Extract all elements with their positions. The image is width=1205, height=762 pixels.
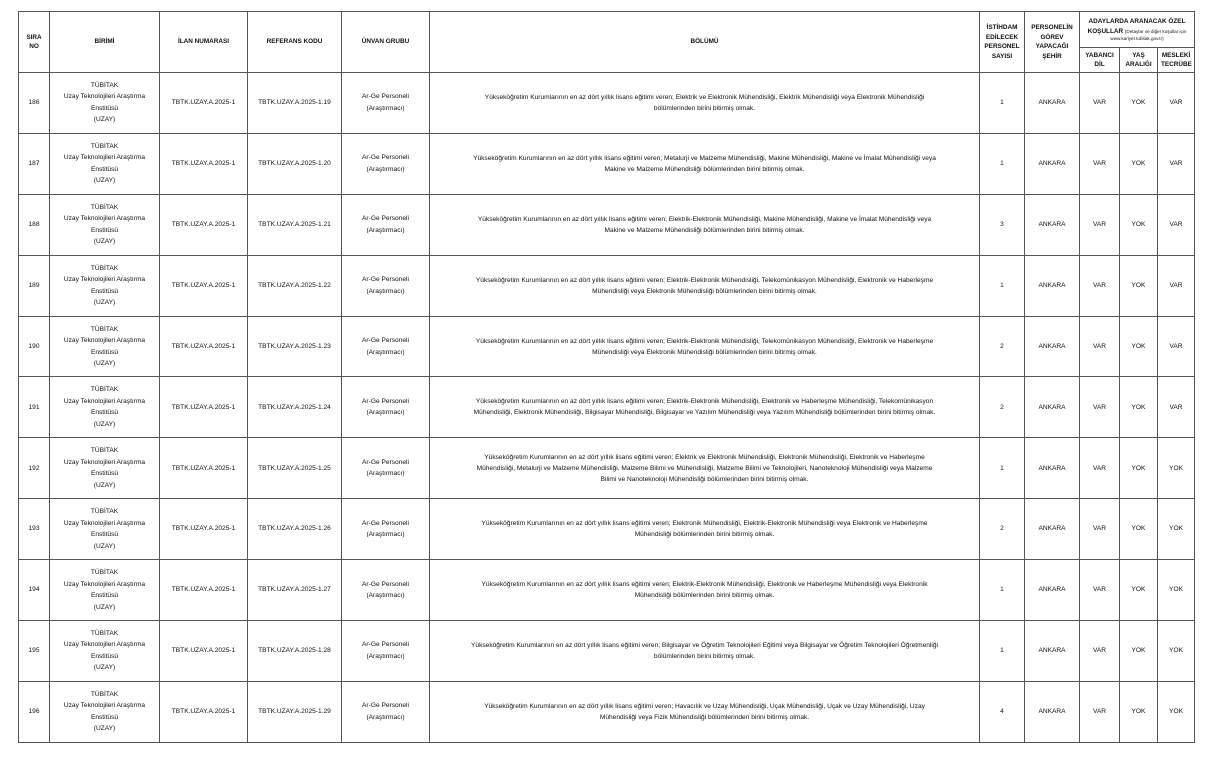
cell-birimi-line: TÜBİTAK bbox=[90, 690, 119, 698]
cell-referans-kodu: TBTK.UZAY.A.2025-1.20 bbox=[248, 133, 342, 194]
cell-ilan-numarasi: TBTK.UZAY.A.2025-1 bbox=[160, 499, 248, 560]
cell-unvan-line: (Araştırmacı) bbox=[366, 713, 405, 721]
table-row bbox=[19, 681, 1195, 742]
cell-unvan-grubu bbox=[342, 681, 430, 742]
cell-gorev-sehir: ANKARA bbox=[1025, 499, 1080, 560]
cell-gorev-sehir: ANKARA bbox=[1025, 438, 1080, 499]
cell-birimi-line: (UZAY) bbox=[93, 420, 116, 428]
cell-bolumu-line: Yükseköğretim Kurumlarının en az dört yıllık lisans eğitimi veren; Elektrik-Elektronik Mühendisliği, Telekomünikasyon Mühendisliği, Elektronik ve Haberleşme bbox=[475, 276, 934, 284]
cell-personel-sayisi: 1 bbox=[980, 438, 1025, 499]
cell-gorev-sehir: ANKARA bbox=[1025, 255, 1080, 316]
table-body bbox=[19, 73, 1195, 743]
cell-ilan-numarasi: TBTK.UZAY.A.2025-1 bbox=[160, 133, 248, 194]
cell-birimi-line: (UZAY) bbox=[93, 481, 116, 489]
cell-birimi-line: Uzay Teknolojileri Araştırma bbox=[63, 641, 146, 649]
cell-birimi-line: Uzay Teknolojileri Araştırma bbox=[63, 458, 146, 466]
cell-yas-araligi: YOK bbox=[1120, 255, 1158, 316]
cell-bolumu bbox=[430, 560, 980, 621]
cell-gorev-sehir: ANKARA bbox=[1025, 194, 1080, 255]
cell-unvan-grubu bbox=[342, 255, 430, 316]
cell-bolumu-line: Mühendisliği veya Fizik Mühendisliği bölümlerinden birini bitirmiş olmak. bbox=[599, 713, 810, 721]
cell-unvan-line: (Araştırmacı) bbox=[366, 652, 405, 660]
cell-bolumu bbox=[430, 194, 980, 255]
cell-unvan-line: Ar-Ge Personeli bbox=[362, 215, 409, 223]
cell-mesleki-tecrube: YOK bbox=[1158, 560, 1195, 621]
cell-gorev-sehir: ANKARA bbox=[1025, 377, 1080, 438]
table-row bbox=[19, 316, 1195, 377]
table-row bbox=[19, 133, 1195, 194]
cell-birimi-line: TÜBİTAK bbox=[90, 508, 119, 516]
cell-unvan-line: (Araştırmacı) bbox=[366, 226, 405, 234]
cell-bolumu bbox=[430, 73, 980, 134]
cell-unvan-grubu bbox=[342, 73, 430, 134]
cell-birimi bbox=[50, 560, 160, 621]
header-istihdam-line: PERSONEL bbox=[984, 43, 1020, 50]
cell-bolumu-line: Mühendisliği, Elektronik Mühendisliği, Bilgisayar Mühendisliği, Bilgisayar ve Yazılım Mühendisliği veya Yazılım Mühendisliği bölümlerinden birini bitirmiş olmak. bbox=[473, 409, 936, 417]
cell-bolumu bbox=[430, 133, 980, 194]
cell-birimi-line: Enstitüsü bbox=[90, 713, 119, 721]
cell-yas-araligi: YOK bbox=[1120, 621, 1158, 682]
cell-mesleki-tecrube: VAR bbox=[1158, 194, 1195, 255]
cell-ilan-numarasi: TBTK.UZAY.A.2025-1 bbox=[160, 255, 248, 316]
cell-bolumu-line: Makine ve Malzeme Mühendisliği bölümlerinden birini bitirmiş olmak. bbox=[604, 165, 805, 173]
cell-sira-no: 188 bbox=[19, 194, 50, 255]
cell-birimi-line: Enstitüsü bbox=[90, 652, 119, 660]
cell-birimi-line: Uzay Teknolojileri Araştırma bbox=[63, 397, 146, 405]
cell-yabanci-dil: VAR bbox=[1080, 621, 1120, 682]
header-ozel-kosullar-label: KOŞULLAR bbox=[1087, 27, 1124, 35]
header-yabanci-line: DİL bbox=[1094, 61, 1105, 68]
header-unvan-grubu: ÜNVAN GRUBU bbox=[342, 12, 430, 73]
cell-birimi-line: TÜBİTAK bbox=[90, 203, 119, 211]
cell-yas-araligi: YOK bbox=[1120, 499, 1158, 560]
table-row bbox=[19, 73, 1195, 134]
cell-personel-sayisi: 1 bbox=[980, 73, 1025, 134]
cell-sira-no: 187 bbox=[19, 133, 50, 194]
cell-bolumu-line: Yükseköğretim Kurumlarının en az dört yıllık lisans eğitimi veren; Elektrik-Elektronik Mühendisliği, Telekomünikasyon Mühendisliği, Elektronik ve Haberleşme bbox=[475, 337, 934, 345]
cell-ilan-numarasi: TBTK.UZAY.A.2025-1 bbox=[160, 73, 248, 134]
header-mesleki-line: TECRÜBE bbox=[1161, 61, 1192, 68]
cell-referans-kodu: TBTK.UZAY.A.2025-1.21 bbox=[248, 194, 342, 255]
cell-birimi-line: Uzay Teknolojileri Araştırma bbox=[63, 519, 146, 527]
cell-birimi-line: (UZAY) bbox=[93, 542, 116, 550]
cell-ilan-numarasi: TBTK.UZAY.A.2025-1 bbox=[160, 194, 248, 255]
cell-bolumu-line: Bilimi ve Nanoteknoloji Mühendisliği bölümlerinden birini bitirmiş olmak. bbox=[600, 475, 809, 483]
cell-bolumu-line: Yükseköğretim Kurumlarının en az dört yıllık lisans eğitimi veren; Metalurji ve Malzeme Mühendisliği, Makine Mühendisliği, Makine ve İmalat Mühendisliği veya bbox=[473, 154, 936, 162]
header-yas-line: YAŞ bbox=[1132, 51, 1145, 59]
cell-unvan-line: Ar-Ge Personeli bbox=[362, 580, 409, 588]
cell-unvan-line: Ar-Ge Personeli bbox=[362, 276, 409, 284]
cell-birimi-line: (UZAY) bbox=[93, 299, 116, 307]
cell-bolumu-line: Makine ve Malzeme Mühendisliği bölümlerinden birini bitirmiş olmak. bbox=[604, 226, 805, 234]
cell-yabanci-dil: VAR bbox=[1080, 133, 1120, 194]
cell-mesleki-tecrube: YOK bbox=[1158, 681, 1195, 742]
header-referans-kodu: REFERANS KODU bbox=[248, 12, 342, 73]
header-istihdam-line: İSTİHDAM bbox=[986, 24, 1018, 31]
cell-unvan-line: (Araştırmacı) bbox=[366, 470, 405, 478]
cell-birimi bbox=[50, 377, 160, 438]
cell-birimi bbox=[50, 621, 160, 682]
cell-unvan-line: (Araştırmacı) bbox=[366, 287, 405, 295]
cell-birimi-line: (UZAY) bbox=[93, 116, 116, 124]
cell-yas-araligi: YOK bbox=[1120, 377, 1158, 438]
header-istihdam-line: EDİLECEK bbox=[985, 33, 1019, 41]
cell-birimi-line: Uzay Teknolojileri Araştırma bbox=[63, 215, 146, 223]
cell-gorev-sehir: ANKARA bbox=[1025, 560, 1080, 621]
cell-unvan-line: (Araştırmacı) bbox=[366, 104, 405, 112]
cell-birimi bbox=[50, 73, 160, 134]
cell-unvan-grubu bbox=[342, 438, 430, 499]
cell-mesleki-tecrube: VAR bbox=[1158, 377, 1195, 438]
cell-unvan-line: Ar-Ge Personeli bbox=[362, 702, 409, 710]
cell-unvan-line: Ar-Ge Personeli bbox=[362, 458, 409, 466]
cell-bolumu bbox=[430, 499, 980, 560]
cell-personel-sayisi: 2 bbox=[980, 377, 1025, 438]
header-ozel-kosullar bbox=[1080, 12, 1195, 48]
cell-referans-kodu: TBTK.UZAY.A.2025-1.24 bbox=[248, 377, 342, 438]
cell-ilan-numarasi: TBTK.UZAY.A.2025-1 bbox=[160, 681, 248, 742]
cell-birimi bbox=[50, 194, 160, 255]
cell-unvan-line: (Araştırmacı) bbox=[366, 165, 405, 173]
cell-birimi-line: Enstitüsü bbox=[90, 287, 119, 295]
cell-gorev-sehir: ANKARA bbox=[1025, 621, 1080, 682]
cell-bolumu bbox=[430, 681, 980, 742]
cell-bolumu-line: Mühendisliği veya Elektronik Mühendisliği bölümlerinden birini bitirmiş olmak. bbox=[592, 287, 817, 295]
cell-unvan-line: (Araştırmacı) bbox=[366, 592, 405, 600]
cell-referans-kodu: TBTK.UZAY.A.2025-1.22 bbox=[248, 255, 342, 316]
cell-bolumu-line: Mühendisliği, Metalurji ve Malzeme Mühendisliği, Malzeme Bilimi ve Mühendisliği, Malzeme Bilimi ve Teknolojileri, Nanoteknoloji Mühendisliği veya Malzeme bbox=[476, 464, 933, 472]
cell-birimi bbox=[50, 438, 160, 499]
cell-personel-sayisi: 2 bbox=[980, 316, 1025, 377]
table-row bbox=[19, 377, 1195, 438]
cell-bolumu bbox=[430, 255, 980, 316]
cell-personel-sayisi: 3 bbox=[980, 194, 1025, 255]
cell-bolumu-line: bölümlerinden birini bitirmiş olmak. bbox=[653, 104, 756, 112]
table-row bbox=[19, 560, 1195, 621]
cell-birimi-line: Enstitüsü bbox=[90, 592, 119, 600]
cell-personel-sayisi: 4 bbox=[980, 681, 1025, 742]
cell-ilan-numarasi: TBTK.UZAY.A.2025-1 bbox=[160, 621, 248, 682]
table-row bbox=[19, 621, 1195, 682]
cell-bolumu bbox=[430, 438, 980, 499]
cell-birimi-line: (UZAY) bbox=[93, 238, 116, 246]
cell-personel-sayisi: 1 bbox=[980, 133, 1025, 194]
cell-sira-no: 196 bbox=[19, 681, 50, 742]
cell-bolumu-line: Yükseköğretim Kurumlarının en az dört yıllık lisans eğitimi veren; Elektrik ve Elektronik Mühendisliği, Elektrik Mühendisliği veya Elektronik Mühendisliği bbox=[484, 93, 925, 101]
cell-unvan-line: Ar-Ge Personeli bbox=[362, 519, 409, 527]
cell-birimi-line: (UZAY) bbox=[93, 725, 116, 733]
cell-referans-kodu: TBTK.UZAY.A.2025-1.26 bbox=[248, 499, 342, 560]
header-mesleki-tecrube bbox=[1158, 48, 1195, 73]
header-istihdam-line: SAYISI bbox=[991, 52, 1013, 60]
cell-sira-no: 190 bbox=[19, 316, 50, 377]
cell-yas-araligi: YOK bbox=[1120, 73, 1158, 134]
cell-birimi bbox=[50, 133, 160, 194]
cell-personel-sayisi: 1 bbox=[980, 621, 1025, 682]
cell-mesleki-tecrube: VAR bbox=[1158, 255, 1195, 316]
cell-birimi-line: TÜBİTAK bbox=[90, 264, 119, 272]
cell-yabanci-dil: VAR bbox=[1080, 255, 1120, 316]
cell-birimi bbox=[50, 316, 160, 377]
cell-unvan-grubu bbox=[342, 377, 430, 438]
header-yas-araligi bbox=[1120, 48, 1158, 73]
cell-birimi-line: TÜBİTAK bbox=[90, 386, 119, 394]
header-ozel-note: (Detaylar ve diğer koşullar için bbox=[1124, 28, 1187, 34]
cell-bolumu-line: Yükseköğretim Kurumlarının en az dört yıllık lisans eğitimi veren; Bilgisayar ve Öğretim Teknolojileri Eğitimi veya Bilgisayar ve Öğretim Teknolojileri Öğretmenliği bbox=[471, 641, 938, 649]
cell-referans-kodu: TBTK.UZAY.A.2025-1.23 bbox=[248, 316, 342, 377]
cell-sira-no: 192 bbox=[19, 438, 50, 499]
cell-birimi-line: TÜBİTAK bbox=[90, 81, 119, 89]
cell-gorev-sehir: ANKARA bbox=[1025, 316, 1080, 377]
cell-unvan-grubu bbox=[342, 194, 430, 255]
header-mesleki-line: MESLEKİ bbox=[1161, 51, 1191, 59]
cell-unvan-grubu bbox=[342, 560, 430, 621]
job-listing-table bbox=[18, 11, 1195, 743]
cell-ilan-numarasi: TBTK.UZAY.A.2025-1 bbox=[160, 316, 248, 377]
cell-birimi bbox=[50, 499, 160, 560]
header-ilan-numarasi: İLAN NUMARASI bbox=[160, 12, 248, 73]
cell-birimi-line: Uzay Teknolojileri Araştırma bbox=[63, 580, 146, 588]
cell-referans-kodu: TBTK.UZAY.A.2025-1.27 bbox=[248, 560, 342, 621]
cell-unvan-grubu bbox=[342, 316, 430, 377]
cell-referans-kodu: TBTK.UZAY.A.2025-1.29 bbox=[248, 681, 342, 742]
cell-bolumu-line: Yükseköğretim Kurumlarının en az dört yıllık lisans eğitimi veren; Havacılık ve Uzay Mühendisliği, Uçak Mühendisliği, Uçak ve Uzay Mühendisliği, Uzay bbox=[484, 702, 925, 710]
table-row bbox=[19, 438, 1195, 499]
cell-yas-araligi: YOK bbox=[1120, 316, 1158, 377]
cell-birimi bbox=[50, 681, 160, 742]
cell-ilan-numarasi: TBTK.UZAY.A.2025-1 bbox=[160, 438, 248, 499]
cell-unvan-line: (Araştırmacı) bbox=[366, 348, 405, 356]
cell-unvan-line: (Araştırmacı) bbox=[366, 531, 405, 539]
cell-unvan-line: Ar-Ge Personeli bbox=[362, 154, 409, 162]
cell-mesleki-tecrube: VAR bbox=[1158, 316, 1195, 377]
cell-gorev-sehir: ANKARA bbox=[1025, 73, 1080, 134]
cell-ilan-numarasi: TBTK.UZAY.A.2025-1 bbox=[160, 560, 248, 621]
cell-personel-sayisi: 1 bbox=[980, 255, 1025, 316]
cell-birimi-line: Uzay Teknolojileri Araştırma bbox=[63, 93, 146, 101]
cell-referans-kodu: TBTK.UZAY.A.2025-1.28 bbox=[248, 621, 342, 682]
cell-birimi-line: Enstitüsü bbox=[90, 165, 119, 173]
cell-yas-araligi: YOK bbox=[1120, 560, 1158, 621]
cell-sira-no: 186 bbox=[19, 73, 50, 134]
cell-personel-sayisi: 2 bbox=[980, 499, 1025, 560]
cell-birimi-line: TÜBİTAK bbox=[90, 325, 119, 333]
cell-yas-araligi: YOK bbox=[1120, 133, 1158, 194]
header-gorev-line: ŞEHİR bbox=[1042, 52, 1062, 60]
cell-referans-kodu: TBTK.UZAY.A.2025-1.25 bbox=[248, 438, 342, 499]
cell-yabanci-dil: VAR bbox=[1080, 316, 1120, 377]
header-ozel-line: ADAYLARDA ARANACAK ÖZEL bbox=[1088, 18, 1186, 25]
header-yabanci-line: YABANCI bbox=[1085, 51, 1114, 59]
cell-unvan-line: (Araştırmacı) bbox=[366, 409, 405, 417]
cell-personel-sayisi: 1 bbox=[980, 560, 1025, 621]
header-yas-line: ARALIĞI bbox=[1125, 61, 1152, 68]
cell-birimi-line: Enstitüsü bbox=[90, 470, 119, 478]
cell-yabanci-dil: VAR bbox=[1080, 681, 1120, 742]
header-ozel-url: www.kariyer.tubitak.gov.tr) bbox=[1110, 36, 1164, 41]
header-yabanci-dil bbox=[1080, 48, 1120, 73]
cell-bolumu-line: Yükseköğretim Kurumlarının en az dört yıllık lisans eğitimi veren; Elektrik ve Elektronik Mühendisliği, Elektronik Mühendisliği, Elektronik ve Haberleşme bbox=[484, 453, 925, 461]
cell-birimi-line: (UZAY) bbox=[93, 603, 116, 611]
cell-bolumu bbox=[430, 316, 980, 377]
cell-birimi-line: Enstitüsü bbox=[90, 348, 119, 356]
cell-birimi-line: TÜBİTAK bbox=[90, 629, 119, 637]
cell-yas-araligi: YOK bbox=[1120, 681, 1158, 742]
header-gorev-line: PERSONELİN bbox=[1031, 24, 1073, 31]
cell-sira-no: 195 bbox=[19, 621, 50, 682]
cell-gorev-sehir: ANKARA bbox=[1025, 681, 1080, 742]
cell-sira-no: 194 bbox=[19, 560, 50, 621]
cell-yabanci-dil: VAR bbox=[1080, 499, 1120, 560]
cell-bolumu bbox=[430, 621, 980, 682]
cell-mesleki-tecrube: VAR bbox=[1158, 73, 1195, 134]
header-istihdam bbox=[980, 12, 1025, 73]
cell-birimi-line: Uzay Teknolojileri Araştırma bbox=[63, 154, 146, 162]
cell-yas-araligi: YOK bbox=[1120, 438, 1158, 499]
cell-mesleki-tecrube: YOK bbox=[1158, 499, 1195, 560]
header-ozel-line bbox=[1083, 27, 1191, 37]
cell-mesleki-tecrube: YOK bbox=[1158, 621, 1195, 682]
cell-mesleki-tecrube: YOK bbox=[1158, 438, 1195, 499]
cell-yabanci-dil: VAR bbox=[1080, 73, 1120, 134]
cell-unvan-line: Ar-Ge Personeli bbox=[362, 337, 409, 344]
cell-birimi-line: Enstitüsü bbox=[90, 226, 119, 234]
cell-bolumu-line: Yükseköğretim Kurumlarının en az dört yıllık lisans eğitimi veren; Elektrik-Elektronik Mühendisliği, Elektronik ve Haberleşme Mühendisliği veya Elektronik bbox=[481, 581, 928, 589]
cell-birimi-line: TÜBİTAK bbox=[90, 447, 119, 455]
header-row bbox=[19, 12, 1195, 48]
cell-birimi-line: TÜBİTAK bbox=[90, 142, 119, 150]
cell-birimi-line: (UZAY) bbox=[93, 360, 116, 367]
cell-birimi-line: (UZAY) bbox=[93, 177, 116, 185]
cell-bolumu-line: Mühendisliği veya Elektronik Mühendisliği bölümlerinden birini bitirmiş olmak. bbox=[592, 348, 817, 356]
table-row bbox=[19, 255, 1195, 316]
header-gorev-sehir bbox=[1025, 12, 1080, 73]
header-gorev-line: GÖREV bbox=[1040, 33, 1064, 41]
cell-sira-no: 191 bbox=[19, 377, 50, 438]
cell-bolumu-line: Mühendisliği bölümlerinden birini bitirmiş olmak. bbox=[634, 592, 775, 600]
cell-birimi-line: Uzay Teknolojileri Araştırma bbox=[63, 702, 146, 710]
cell-birimi-line: Uzay Teknolojileri Araştırma bbox=[63, 276, 146, 284]
header-bolumu: BÖLÜMÜ bbox=[430, 12, 980, 73]
cell-unvan-grubu bbox=[342, 621, 430, 682]
cell-birimi bbox=[50, 255, 160, 316]
cell-bolumu-line: Mühendisliği bölümlerinden birini bitirmiş olmak. bbox=[634, 531, 775, 539]
header-birimi: BİRİMİ bbox=[50, 12, 160, 73]
cell-bolumu-line: Yükseköğretim Kurumlarının en az dört yıllık lisans eğitimi veren; Elektrik-Elektronik Mühendisliği, Makine Mühendisliği, Makine ve İmalat Mühendisliği veya bbox=[477, 215, 932, 223]
cell-bolumu-line: Yükseköğretim Kurumlarının en az dört yıllık lisans eğitimi veren; Elektrik-Elektronik Mühendisliği, Elektronik ve Haberleşme Mühendisliği, Telekomünikasyon bbox=[475, 398, 934, 406]
cell-yabanci-dil: VAR bbox=[1080, 560, 1120, 621]
cell-birimi-line: (UZAY) bbox=[93, 664, 116, 672]
cell-ilan-numarasi: TBTK.UZAY.A.2025-1 bbox=[160, 377, 248, 438]
cell-unvan-line: Ar-Ge Personeli bbox=[362, 397, 409, 405]
cell-unvan-grubu bbox=[342, 133, 430, 194]
cell-yabanci-dil: VAR bbox=[1080, 194, 1120, 255]
cell-unvan-line: Ar-Ge Personeli bbox=[362, 93, 409, 101]
cell-bolumu bbox=[430, 377, 980, 438]
table-row bbox=[19, 499, 1195, 560]
cell-birimi-line: Enstitüsü bbox=[90, 531, 119, 539]
cell-gorev-sehir: ANKARA bbox=[1025, 133, 1080, 194]
cell-birimi-line: Enstitüsü bbox=[90, 104, 119, 112]
cell-unvan-line: Ar-Ge Personeli bbox=[362, 641, 409, 649]
cell-unvan-grubu bbox=[342, 499, 430, 560]
cell-yabanci-dil: VAR bbox=[1080, 377, 1120, 438]
header-gorev-line: YAPACAĞI bbox=[1035, 43, 1069, 50]
cell-yas-araligi: YOK bbox=[1120, 194, 1158, 255]
cell-bolumu-line: Yükseköğretim Kurumlarının en az dört yıllık lisans eğitimi veren; Elektronik Mühendisliği, Elektrik-Elektronik Mühendisliği veya Elektronik ve Haberleşme bbox=[481, 520, 928, 528]
cell-sira-no: 189 bbox=[19, 255, 50, 316]
cell-birimi-line: Uzay Teknolojileri Araştırma bbox=[63, 337, 146, 344]
cell-yabanci-dil: VAR bbox=[1080, 438, 1120, 499]
table-row bbox=[19, 194, 1195, 255]
cell-birimi-line: Enstitüsü bbox=[90, 409, 119, 417]
cell-referans-kodu: TBTK.UZAY.A.2025-1.19 bbox=[248, 73, 342, 134]
cell-mesleki-tecrube: VAR bbox=[1158, 133, 1195, 194]
cell-birimi-line: TÜBİTAK bbox=[90, 569, 119, 577]
header-sira-no: SIRA NO bbox=[19, 12, 50, 73]
cell-bolumu-line: bölümlerinden birini bitirmiş olmak. bbox=[653, 652, 756, 660]
cell-sira-no: 193 bbox=[19, 499, 50, 560]
